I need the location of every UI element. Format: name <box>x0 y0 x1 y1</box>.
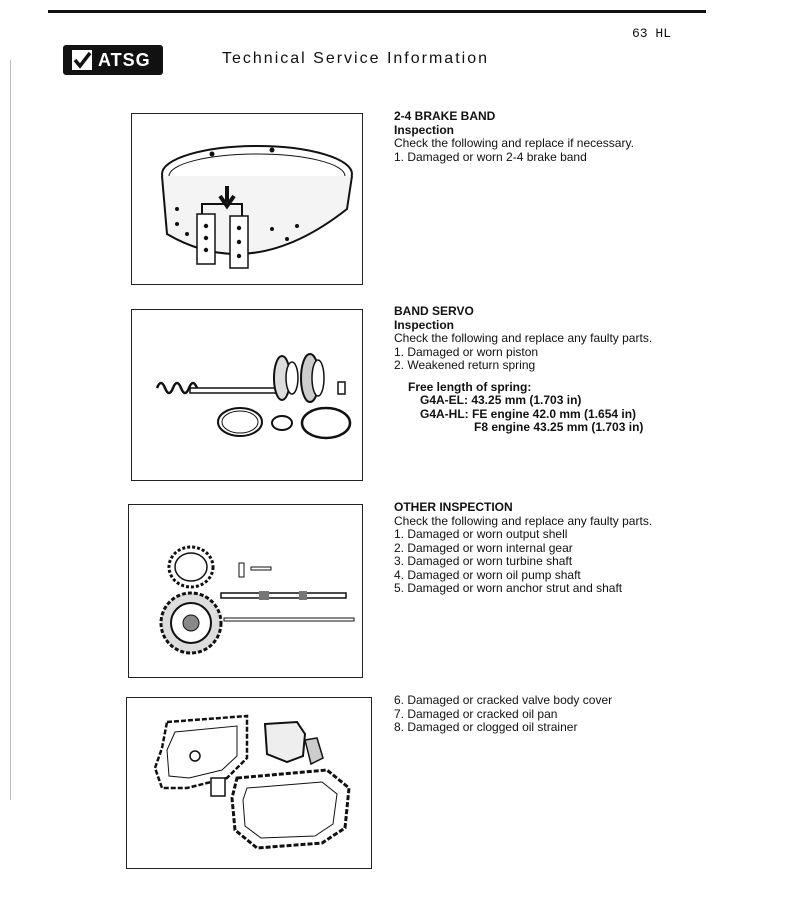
brake-band-illustration <box>131 113 363 285</box>
brake-band-section <box>394 110 634 164</box>
spring-spec <box>394 381 652 435</box>
other-inspection-illustration <box>128 504 363 678</box>
continued-section <box>394 694 612 735</box>
band-servo-section <box>394 305 652 435</box>
list-item: 7. Damaged or cracked oil pan <box>394 706 558 721</box>
page-number: 63 HL <box>632 26 672 41</box>
spec-heading: Free length of spring: <box>408 379 532 394</box>
checkmark-icon <box>72 50 92 70</box>
spec-line: G4A-HL: FE engine 42.0 mm (1.654 in) <box>420 406 637 421</box>
logo-text: ATSG <box>98 49 151 70</box>
list-item: 1. Damaged or worn piston <box>394 344 539 359</box>
section-title: BAND SERVO <box>394 304 474 318</box>
section-subtitle: Inspection <box>394 317 455 332</box>
section-intro: Check the following and replace any faulty parts. <box>394 331 653 345</box>
atsg-logo <box>63 45 163 75</box>
header-rule <box>48 10 706 13</box>
section-title: 2-4 BRAKE BAND <box>394 109 496 123</box>
section-subtitle: Inspection <box>394 122 455 137</box>
list-item: 8. Damaged or clogged oil strainer <box>394 720 578 734</box>
list-item: 1. Damaged or worn output shell <box>394 527 568 541</box>
page-title: Technical Service Information <box>222 50 489 67</box>
list-item: 6. Damaged or cracked valve body cover <box>394 693 613 707</box>
list-item: 2. Damaged or worn internal gear <box>394 540 573 555</box>
band-servo-illustration <box>131 309 363 481</box>
list-item: 1. Damaged or worn 2-4 brake band <box>394 149 587 164</box>
list-item: 3. Damaged or worn turbine shaft <box>394 554 573 568</box>
section-intro: Check the following and replace if necessary. <box>394 136 634 150</box>
spec-line: G4A-EL: 43.25 mm (1.703 in) <box>420 393 582 407</box>
section-title: OTHER INSPECTION <box>394 500 513 514</box>
margin-rule <box>10 60 11 800</box>
oil-pan-illustration <box>126 697 372 869</box>
list-item: 5. Damaged or worn anchor strut and shaft <box>394 581 623 595</box>
list-item: 4. Damaged or worn oil pump shaft <box>394 567 581 582</box>
section-intro: Check the following and replace any faulty parts. <box>394 513 653 528</box>
other-inspection-section <box>394 501 652 596</box>
list-item: 2. Weakened return spring <box>394 358 536 372</box>
spec-line: F8 engine 43.25 mm (1.703 in) <box>474 420 644 434</box>
